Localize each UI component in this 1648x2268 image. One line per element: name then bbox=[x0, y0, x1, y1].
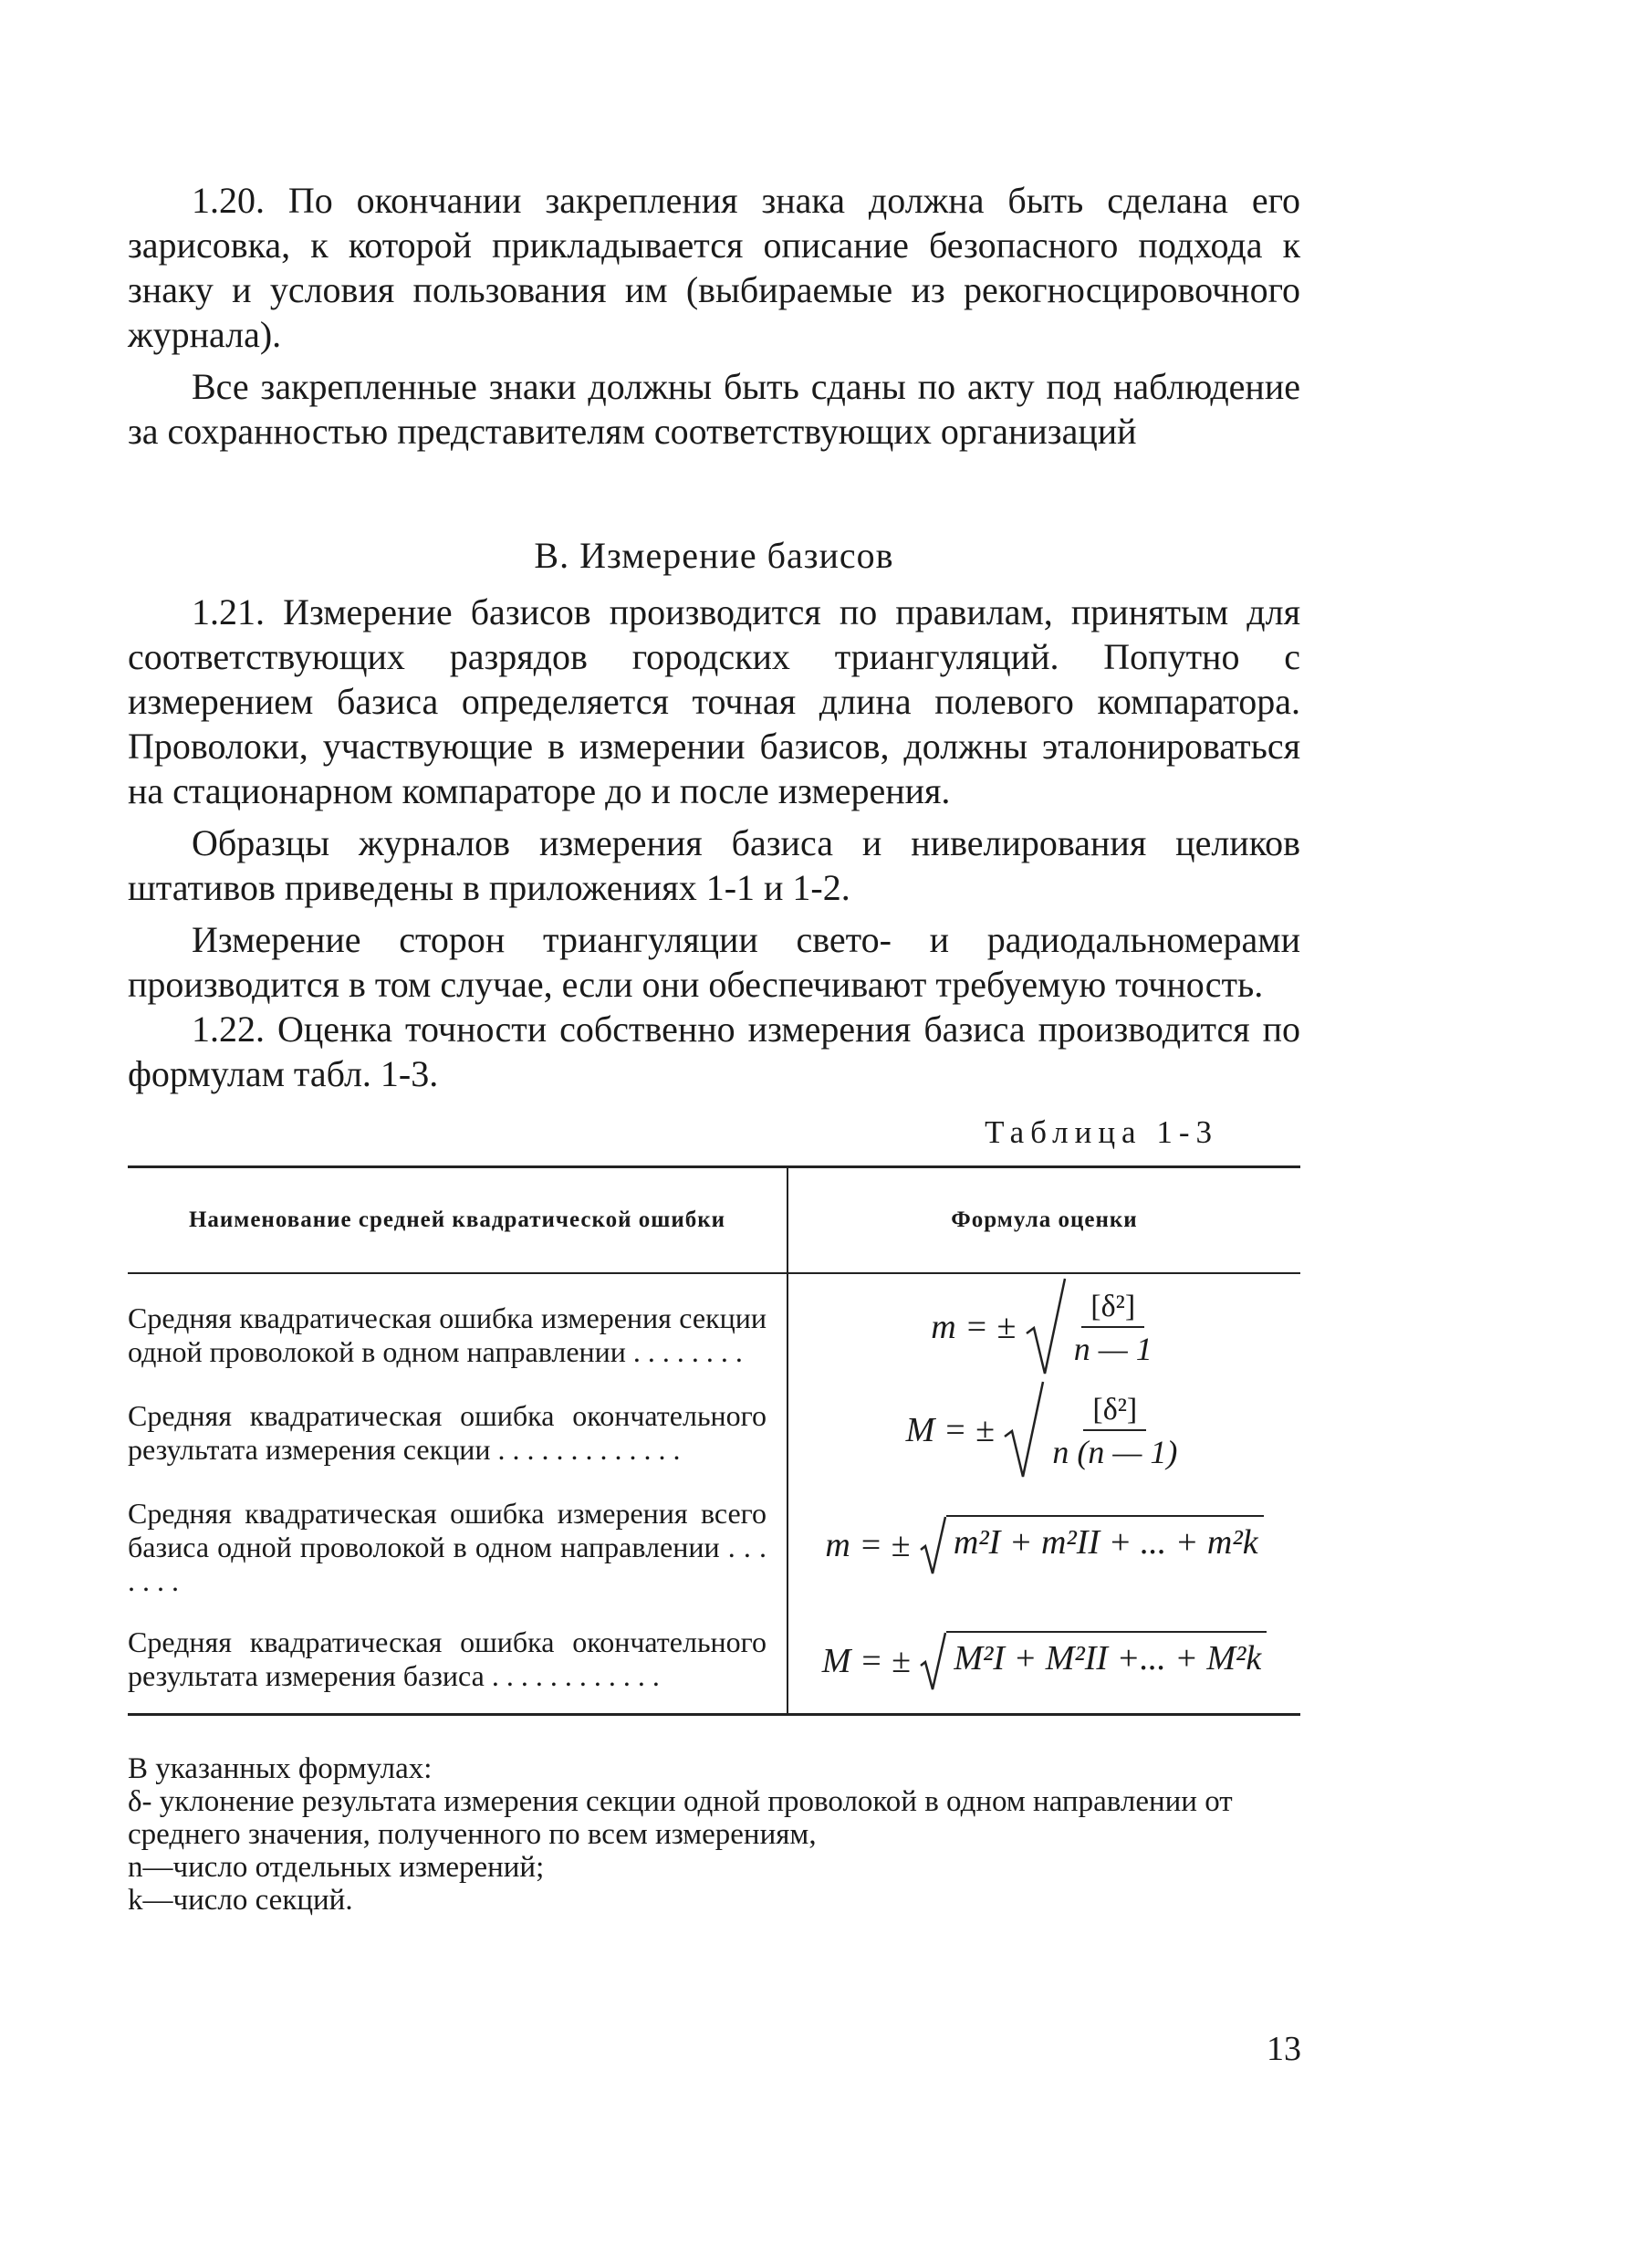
sqrt-sign-icon bbox=[1025, 1277, 1067, 1377]
formula-denominator: n — 1 bbox=[1073, 1331, 1153, 1367]
formula-notes bbox=[128, 1752, 1300, 1917]
paragraph-1-21: 1.21. Измерение базисов производится по правилам, принятым для соответствующих разрядов городских триангуляций. Попутно с измерением базиса определяется точная длина полевого компаратора. Проволоки, участвующие в измерении базисов, должны эталонироваться на стационарном компараторе до и после измерения. bbox=[128, 591, 1300, 811]
header-error-name: Наименование средней квадратической ошибки bbox=[128, 1167, 787, 1274]
radical bbox=[1025, 1277, 1158, 1377]
paragraph-journals: Образцы журналов измерения базиса и нивелирования целиков штативов приведены в приложениях 1-1 и 1-2. bbox=[128, 822, 1300, 908]
note-k: k—число секций. bbox=[128, 1884, 353, 1917]
notes-intro: В указанных формулах: bbox=[128, 1752, 433, 1785]
formula-lhs: m = ± bbox=[825, 1525, 911, 1564]
formula-lhs: M = ± bbox=[821, 1642, 911, 1680]
formula-radicand: M²I + M²II +... + M²k bbox=[946, 1631, 1267, 1691]
formula-denominator: n (n — 1) bbox=[1052, 1434, 1178, 1470]
formula-lhs: m = ± bbox=[931, 1308, 1017, 1346]
paragraph-handover: Все закрепленные знаки должны быть сданы по акту под наблюдение за сохранностью представителям соответствующих организаций bbox=[128, 366, 1300, 452]
table-row bbox=[128, 1380, 1300, 1480]
formula-lhs: M = ± bbox=[905, 1411, 995, 1449]
page-number: 13 bbox=[1267, 2030, 1301, 2068]
radical bbox=[919, 1515, 1264, 1575]
paragraph-1-20: 1.20. По окончании закрепления знака должна быть сделана его зарисовка, к которой прикладывается описание безопасного подхода к знаку и условия пользования им (выбираемые из рекогносцировочного журнала). bbox=[128, 180, 1300, 355]
paragraph-rangefinders: Измерение сторон триангуляции свето- и радиодальномерами производится в том случае, если они обеспечивают требуемую точность. bbox=[128, 919, 1300, 1005]
table-row bbox=[128, 1609, 1300, 1715]
row-name: Средняя квадратическая ошибка окончательного результата измерения базиса . . . . . . . . . . . . bbox=[128, 1609, 787, 1715]
page-content bbox=[128, 178, 1300, 1917]
formula-3 bbox=[787, 1480, 1300, 1609]
sqrt-sign-icon bbox=[919, 1515, 946, 1575]
formula-1 bbox=[787, 1273, 1300, 1380]
table-row bbox=[128, 1273, 1300, 1380]
formula-2 bbox=[787, 1380, 1300, 1480]
header-formula: Формула оценки bbox=[787, 1167, 1300, 1274]
sqrt-sign-icon bbox=[1003, 1380, 1045, 1480]
table-header-row bbox=[128, 1167, 1300, 1274]
section-heading: В. Измерение базисов bbox=[534, 535, 894, 576]
row-name: Средняя квадратическая ошибка измерения секции одной проволокой в одном направлении . . . . . . . . bbox=[128, 1273, 787, 1380]
radical bbox=[1003, 1380, 1183, 1480]
table-caption: Таблица 1-3 bbox=[985, 1114, 1218, 1150]
formula-radicand: m²I + m²II + ... + m²k bbox=[946, 1515, 1264, 1575]
formula-4 bbox=[787, 1609, 1300, 1715]
radical bbox=[919, 1631, 1267, 1691]
sqrt-sign-icon bbox=[919, 1631, 946, 1691]
formula-numerator: [δ²] bbox=[1083, 1393, 1146, 1431]
formula-numerator: [δ²] bbox=[1081, 1290, 1144, 1328]
accuracy-table bbox=[128, 1165, 1300, 1716]
row-name: Средняя квадратическая ошибка измерения всего базиса одной проволокой в одном направлении . . . . . . . bbox=[128, 1480, 787, 1609]
table-row bbox=[128, 1480, 1300, 1609]
note-n: n—число отдельных измерений; bbox=[128, 1851, 545, 1884]
note-delta: δ- уклонение результата измерения секции одной проволокой в одном направлении от среднего значения, полученного по всем измерениям, bbox=[128, 1785, 1233, 1851]
paragraph-1-22: 1.22. Оценка точности собственно измерения базиса производится по формулам табл. 1-3. bbox=[128, 1009, 1300, 1094]
row-name: Средняя квадратическая ошибка окончательного результата измерения секции . . . . . . . . . . . . . bbox=[128, 1380, 787, 1480]
